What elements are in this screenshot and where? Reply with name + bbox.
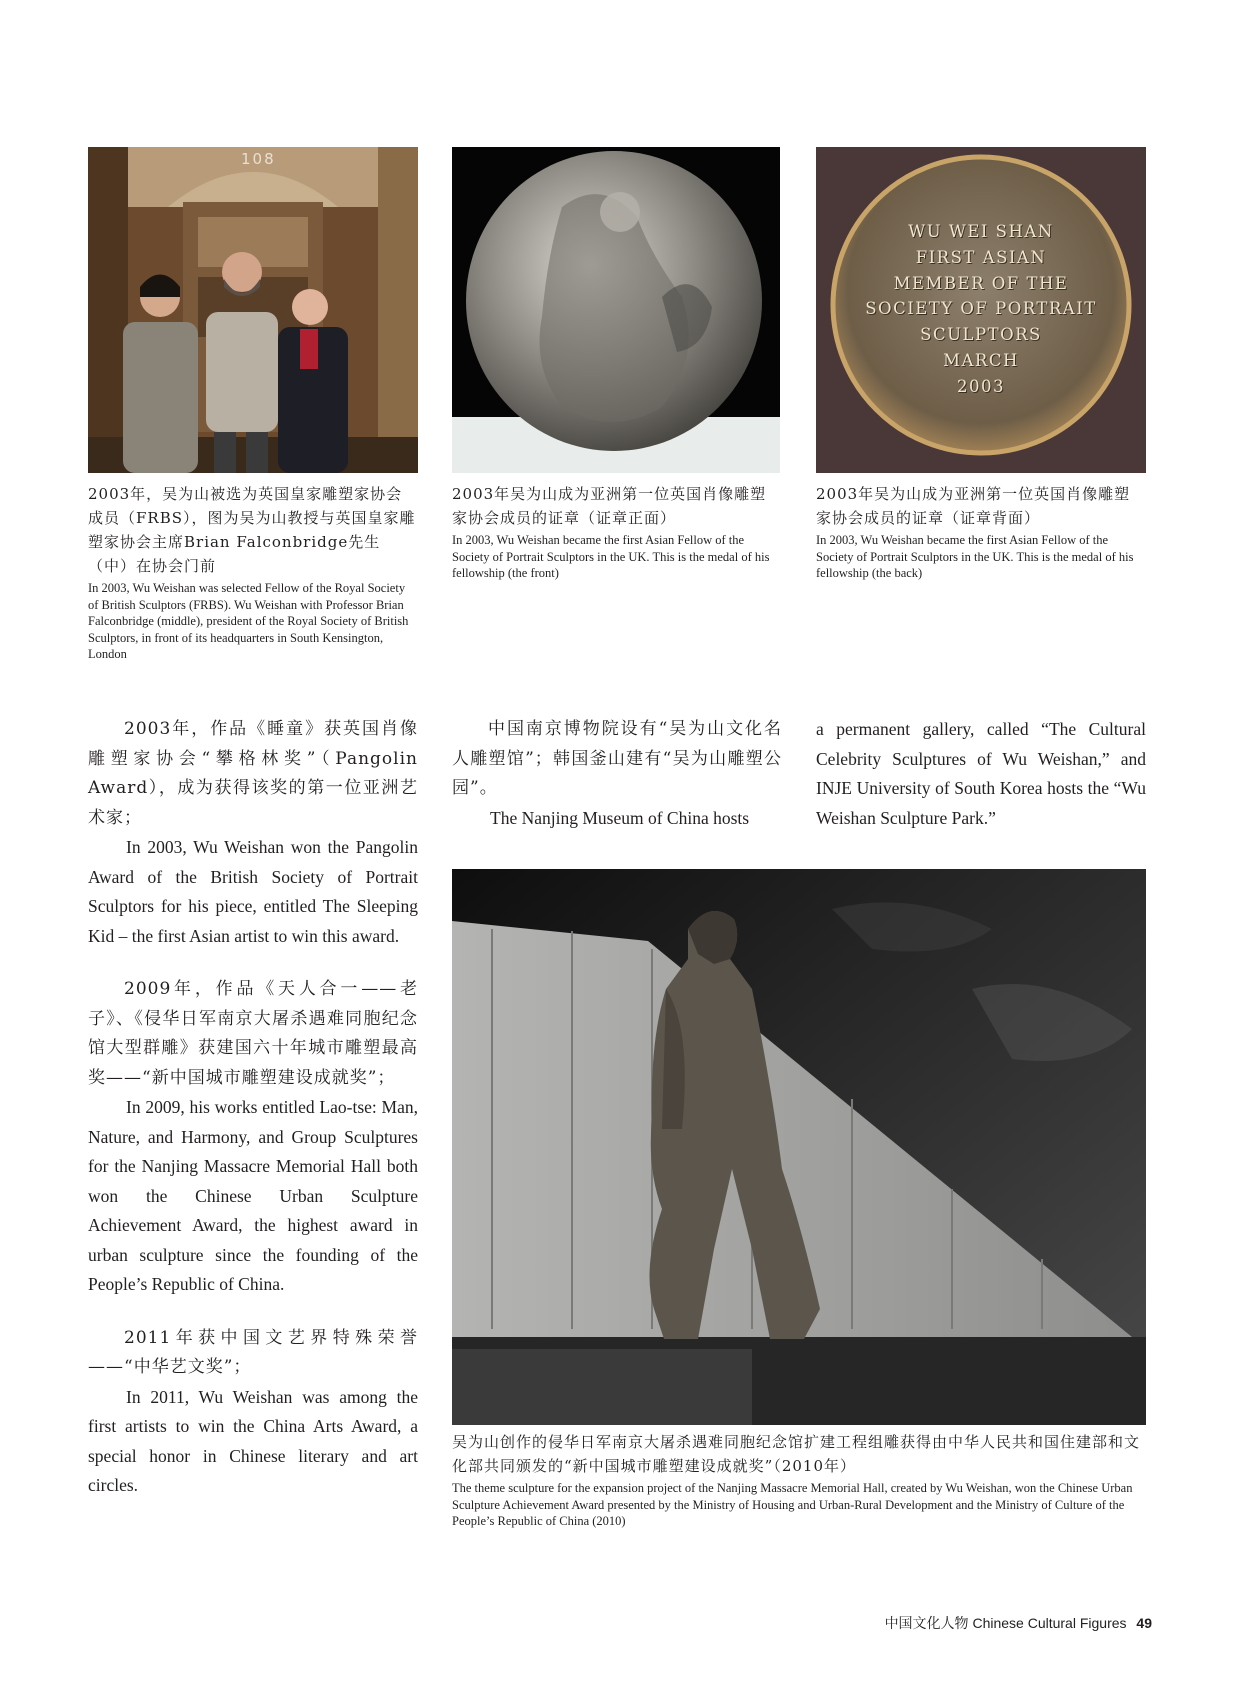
paragraph-zh-2003: 2003年，作品《睡童》获英国肖像雕塑家协会“攀格林奖”（Pangolin Award），成为获得该奖的第一位亚洲艺术家；: [88, 719, 418, 828]
caption-en: In 2003, Wu Weishan became the first Asian Fellow of the Society of Portrait Sculptors in the UK. This is the medal of his fellowship (the back): [816, 533, 1134, 580]
page-number: 49: [1136, 1615, 1152, 1631]
medal-inscription: [816, 219, 1146, 400]
paragraph-en-museum-start: The Nanjing Museum of China hosts: [490, 807, 750, 828]
footer-title-en: Chinese Cultural Figures: [972, 1615, 1127, 1631]
caption-zh: 2003年吴为山成为亚洲第一位英国肖像雕塑家协会成员的证章（证章正面）: [452, 485, 767, 527]
caption-en: In 2003, Wu Weishan became the first Asian Fellow of the Society of Portrait Sculptors in the UK. This is the medal of his fellowship (the front): [452, 533, 770, 580]
photo-memorial-sculpture: [452, 869, 1146, 1425]
paragraph-en-2009: In 2009, his works entitled Lao-tse: Man, Nature, and Harmony, and Group Sculptures for the Nanjing Massacre Memorial Hall both won the Chinese Urban Sculpture Achievement Award, the highest award in urban sculpture since the founding of the People’s Republic of China.: [88, 1097, 418, 1294]
caption-photo-3: [816, 482, 1146, 582]
page-footer: [885, 1613, 1152, 1633]
medal-line: FIRST ASIAN: [915, 247, 1047, 267]
body-column-2: [452, 715, 782, 833]
paragraph-en-2011: In 2011, Wu Weishan was among the first artists to win the China Arts Award, a special honor in Chinese literary and art circles.: [88, 1386, 418, 1495]
caption-en: The theme sculpture for the expansion project of the Nanjing Massacre Memorial Hall, created by Wu Weishan, won the Chinese Urban Sculpture Achievement Award presented by the Ministry of Housing and Urban-Rural Development and the Ministry of Culture of the People’s Republic of China (2010): [452, 1481, 1133, 1528]
medal-line: SCULPTORS: [920, 325, 1042, 345]
medal-line: MEMBER OF THE: [893, 273, 1069, 293]
caption-zh: 2003年，吴为山被选为英国皇家雕塑家协会成员（FRBS），图为吴为山教授与英国皇家雕塑家协会主席Brian Falconbridge先生（中）在协会门前: [88, 485, 416, 575]
paragraph-zh-2011: 2011年获中国文艺界特殊荣誉——“中华艺文奖”；: [88, 1327, 418, 1377]
medal-line: 2003: [957, 376, 1005, 396]
footer-title-zh: 中国文化人物: [884, 1615, 969, 1631]
medal-line: WU WEI SHAN: [908, 222, 1054, 241]
door-number: 108: [241, 150, 276, 168]
medal-line: SOCIETY OF PORTRAIT: [865, 299, 1097, 319]
body-column-1: [88, 715, 418, 1501]
caption-zh: 吴为山创作的侵华日军南京大屠杀遇难同胞纪念馆扩建工程组雕获得由中华人民共和国住建部和文化部共同颁发的“新中国城市雕塑建设成就奖”（2010年）: [452, 1433, 1141, 1475]
body-column-3: [816, 715, 1146, 833]
paragraph-zh-2009: 2009年，作品《天人合一——老子》、《侵华日军南京大屠杀遇难同胞纪念馆大型群雕》获建国六十年城市雕塑最高奖——“新中国城市雕塑建设成就奖”；: [88, 979, 418, 1088]
caption-photo-1: [88, 482, 418, 663]
photo-fellowship-group: [88, 147, 418, 473]
medal-line: MARCH: [943, 350, 1019, 370]
paragraph-en-museum-cont: a permanent gallery, called “The Cultural Celebrity Sculptures of Wu Weishan,” and INJE University of South Korea hosts the “Wu Weishan Sculpture Park.”: [816, 719, 1146, 828]
caption-en: In 2003, Wu Weishan was selected Fellow of the Royal Society of British Sculptors (FRBS). Wu Weishan with Professor Brian Falconbridge (middle), president of the Royal Society of British Sculptors, in front of its headquarters in South Kensington, London: [88, 581, 409, 661]
caption-zh: 2003年吴为山成为亚洲第一位英国肖像雕塑家协会成员的证章（证章背面）: [816, 485, 1131, 527]
caption-memorial-sculpture: [452, 1430, 1146, 1530]
paragraph-en-2003: In 2003, Wu Weishan won the Pangolin Award of the British Society of Portrait Sculptors for his piece, entitled The Sleeping Kid – the first Asian artist to win this award.: [88, 837, 418, 946]
caption-photo-2: [452, 482, 782, 582]
photo-medal-back: [816, 147, 1146, 473]
paragraph-zh-museum: 中国南京博物院设有“吴为山文化名人雕塑馆”；韩国釜山建有“吴为山雕塑公园”。: [452, 719, 782, 798]
photo-medal-front: [452, 147, 780, 473]
